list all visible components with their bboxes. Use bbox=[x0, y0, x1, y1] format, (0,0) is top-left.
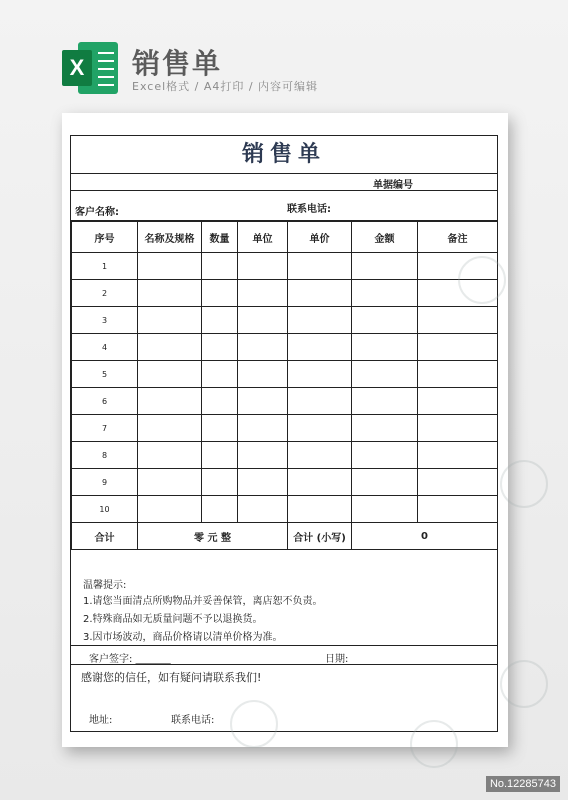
page-subtitle: Excel格式 / A4打印 / 内容可编辑 bbox=[132, 80, 319, 93]
table-cell[interactable] bbox=[418, 442, 498, 469]
table-cell[interactable] bbox=[418, 361, 498, 388]
table-cell[interactable] bbox=[288, 442, 352, 469]
table-cell[interactable] bbox=[138, 253, 202, 280]
note-item: 3.因市场波动，商品价格请以清单价格为准。 bbox=[83, 632, 283, 643]
col-header: 序号 bbox=[72, 222, 138, 253]
table-cell[interactable] bbox=[352, 280, 418, 307]
table-row bbox=[72, 334, 498, 361]
table-cell[interactable] bbox=[288, 496, 352, 523]
table-cell[interactable] bbox=[238, 415, 288, 442]
table-cell[interactable] bbox=[202, 280, 238, 307]
table-cell[interactable] bbox=[202, 388, 238, 415]
doc-number-row bbox=[71, 174, 497, 191]
row-number: 9 bbox=[72, 469, 138, 496]
table-cell[interactable] bbox=[202, 334, 238, 361]
col-header: 单价 bbox=[288, 222, 352, 253]
table-cell[interactable] bbox=[352, 334, 418, 361]
table-row bbox=[72, 496, 498, 523]
col-header: 备注 bbox=[418, 222, 498, 253]
row-number: 7 bbox=[72, 415, 138, 442]
table-cell[interactable] bbox=[138, 442, 202, 469]
table-cell[interactable] bbox=[352, 361, 418, 388]
table-cell[interactable] bbox=[418, 469, 498, 496]
table-cell[interactable] bbox=[238, 280, 288, 307]
table-row bbox=[72, 280, 498, 307]
table-cell[interactable] bbox=[138, 388, 202, 415]
table-cell[interactable] bbox=[138, 469, 202, 496]
sales-form-paper bbox=[62, 113, 508, 747]
notes-heading: 温馨提示: bbox=[83, 580, 127, 591]
table-cell[interactable] bbox=[352, 307, 418, 334]
total-small-label: 合计 (小写) bbox=[288, 523, 352, 550]
table-cell[interactable] bbox=[352, 469, 418, 496]
table-row bbox=[72, 253, 498, 280]
table-cell[interactable] bbox=[288, 361, 352, 388]
col-header: 名称及规格 bbox=[138, 222, 202, 253]
note-item: 2.特殊商品如无质量问题不予以退换货。 bbox=[83, 614, 263, 625]
table-row bbox=[72, 307, 498, 334]
table-cell[interactable] bbox=[138, 496, 202, 523]
table-cell[interactable] bbox=[202, 442, 238, 469]
watermark-mark bbox=[458, 256, 506, 304]
table-cell[interactable] bbox=[202, 253, 238, 280]
watermark-mark bbox=[410, 720, 458, 768]
excel-icon: X bbox=[62, 42, 118, 94]
table-cell[interactable] bbox=[418, 388, 498, 415]
address-label: 地址: bbox=[89, 715, 113, 726]
table-cell[interactable] bbox=[352, 388, 418, 415]
table-cell[interactable] bbox=[138, 415, 202, 442]
watermark-mark bbox=[230, 700, 278, 748]
table-cell[interactable] bbox=[238, 496, 288, 523]
customer-name-label: 客户名称: bbox=[75, 207, 119, 218]
thanks-text: 感谢您的信任，如有疑问请联系我们! bbox=[81, 671, 262, 684]
items-table bbox=[71, 221, 498, 550]
table-cell[interactable] bbox=[352, 496, 418, 523]
total-row bbox=[72, 523, 498, 550]
table-cell[interactable] bbox=[288, 388, 352, 415]
row-number: 10 bbox=[72, 496, 138, 523]
table-cell[interactable] bbox=[288, 334, 352, 361]
row-number: 3 bbox=[72, 307, 138, 334]
table-cell[interactable] bbox=[288, 469, 352, 496]
phone-label: 联系电话: bbox=[287, 204, 331, 215]
col-header: 数量 bbox=[202, 222, 238, 253]
signature-label: 客户签字: _______ bbox=[89, 654, 171, 665]
row-number: 1 bbox=[72, 253, 138, 280]
col-header: 单位 bbox=[238, 222, 288, 253]
table-cell[interactable] bbox=[352, 442, 418, 469]
table-cell[interactable] bbox=[352, 415, 418, 442]
watermark-mark bbox=[500, 460, 548, 508]
notes-section bbox=[71, 572, 497, 646]
table-cell[interactable] bbox=[202, 361, 238, 388]
row-number: 2 bbox=[72, 280, 138, 307]
table-cell[interactable] bbox=[418, 307, 498, 334]
table-cell[interactable] bbox=[418, 496, 498, 523]
table-cell[interactable] bbox=[288, 415, 352, 442]
contact-label: 联系电话: bbox=[171, 715, 215, 726]
image-number-badge: No.12285743 bbox=[486, 776, 560, 792]
table-cell[interactable] bbox=[238, 307, 288, 334]
doc-number-label: 单据编号 bbox=[373, 180, 413, 191]
table-cell[interactable] bbox=[202, 415, 238, 442]
table-cell[interactable] bbox=[352, 253, 418, 280]
table-cell[interactable] bbox=[202, 307, 238, 334]
table-row bbox=[72, 361, 498, 388]
note-item: 1.请您当面清点所购物品并妥善保管，离店恕不负责。 bbox=[83, 596, 323, 607]
form-title: 销售单 bbox=[71, 136, 497, 174]
table-cell[interactable] bbox=[238, 253, 288, 280]
table-header-row bbox=[72, 222, 498, 253]
table-cell[interactable] bbox=[288, 307, 352, 334]
table-cell[interactable] bbox=[238, 361, 288, 388]
table-cell[interactable] bbox=[238, 334, 288, 361]
table-row bbox=[72, 415, 498, 442]
table-cell[interactable] bbox=[138, 334, 202, 361]
sales-form bbox=[70, 135, 498, 732]
total-label: 合计 bbox=[72, 523, 138, 550]
table-cell[interactable] bbox=[202, 496, 238, 523]
table-cell[interactable] bbox=[238, 388, 288, 415]
signature-blank[interactable]: _______ bbox=[135, 654, 171, 665]
table-cell[interactable] bbox=[418, 415, 498, 442]
table-cell[interactable] bbox=[418, 334, 498, 361]
page-title: 销售单 bbox=[132, 47, 223, 80]
col-header: 金额 bbox=[352, 222, 418, 253]
table-cell[interactable] bbox=[138, 307, 202, 334]
customer-row bbox=[71, 191, 497, 221]
table-cell[interactable] bbox=[288, 253, 352, 280]
table-cell[interactable] bbox=[238, 469, 288, 496]
table-cell[interactable] bbox=[138, 361, 202, 388]
table-cell[interactable] bbox=[202, 469, 238, 496]
page-header bbox=[0, 0, 568, 112]
table-row bbox=[72, 388, 498, 415]
row-number: 6 bbox=[72, 388, 138, 415]
row-number: 5 bbox=[72, 361, 138, 388]
table-cell[interactable] bbox=[288, 280, 352, 307]
total-amount-number[interactable]: 0 bbox=[352, 523, 498, 550]
signature-row bbox=[71, 646, 497, 665]
table-cell[interactable] bbox=[138, 280, 202, 307]
row-number: 4 bbox=[72, 334, 138, 361]
table-row bbox=[72, 469, 498, 496]
table-cell[interactable] bbox=[238, 442, 288, 469]
table-row bbox=[72, 442, 498, 469]
date-label: 日期: bbox=[325, 654, 349, 665]
row-number: 8 bbox=[72, 442, 138, 469]
watermark-mark bbox=[500, 660, 548, 708]
total-amount-words[interactable]: 零 元 整 bbox=[138, 523, 288, 550]
